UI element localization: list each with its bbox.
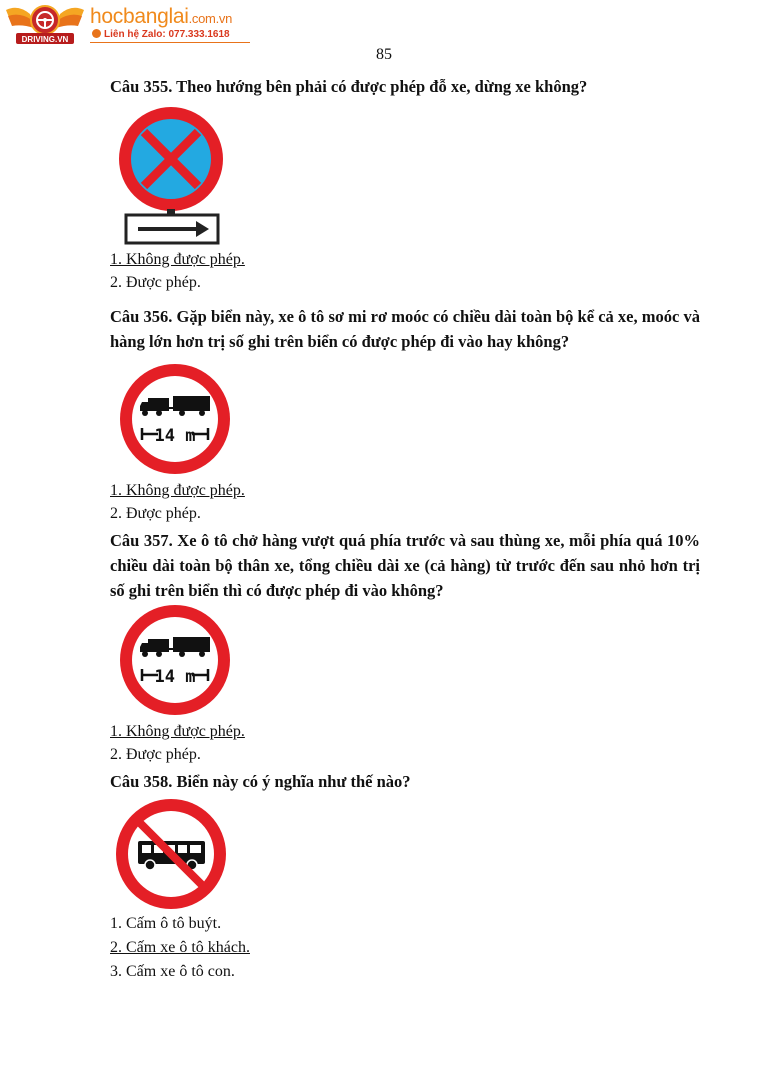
question-358-title: Câu 358. Biển này có ý nghĩa như thế nào? [110, 772, 411, 791]
contact-text: Liên hệ Zalo: 077.333.1618 [104, 29, 230, 40]
no-parking-no-stopping-sign-icon [112, 105, 232, 245]
driving-badge-icon [4, 2, 86, 46]
answer-355-2[interactable]: 2. Được phép. [110, 274, 201, 291]
answer-356-2[interactable]: 2. Được phép. [110, 505, 201, 522]
contact-line [92, 29, 230, 40]
badge-text: DRIVING.VN [21, 35, 69, 44]
site-logo[interactable] [4, 2, 254, 46]
answer-358-2[interactable]: 2. Cấm xe ô tô khách. [110, 939, 250, 956]
answer-357-1[interactable]: 1. Không được phép. [110, 723, 245, 740]
answer-357-2[interactable]: 2. Được phép. [110, 746, 201, 763]
max-vehicle-length-sign-icon [118, 362, 232, 476]
max-vehicle-length-sign-icon [118, 603, 232, 717]
answer-358-1[interactable]: 1. Cấm ô tô buýt. [110, 915, 222, 932]
site-name: hocbanglai.com.vn [90, 5, 233, 28]
answer-356-1[interactable]: 1. Không được phép. [110, 482, 245, 499]
sign-length-label: 14 m [154, 426, 196, 446]
header-divider [90, 42, 250, 43]
question-357-title: Câu 357. Xe ô tô chở hàng vượt quá phía trước và sau thùng xe, mỗi phía quá 10% chiều dài toàn bộ thân xe, tổng chiều dài xe (cả hàng) từ trước đến sau nhỏ hơn trị số ghi trên biển thì có được phép đi vào không? [110, 531, 700, 600]
no-passenger-car-sign-icon [114, 797, 228, 911]
answer-355-1[interactable]: 1. Không được phép. [110, 251, 245, 268]
question-355-title: Câu 355. Theo hướng bên phải có được phép đỗ xe, dừng xe không? [110, 77, 588, 96]
sign-length-label: 14 m [154, 667, 196, 687]
zalo-icon [92, 29, 101, 38]
page-number: 85 [376, 46, 392, 63]
answer-358-3[interactable]: 3. Cấm xe ô tô con. [110, 963, 235, 980]
question-356-title: Câu 356. Gặp biển này, xe ô tô sơ mi rơ moóc có chiều dài toàn bộ kể cả xe, moóc và hàng lớn hơn trị số ghi trên biển có được phép đi vào hay không? [110, 307, 700, 351]
